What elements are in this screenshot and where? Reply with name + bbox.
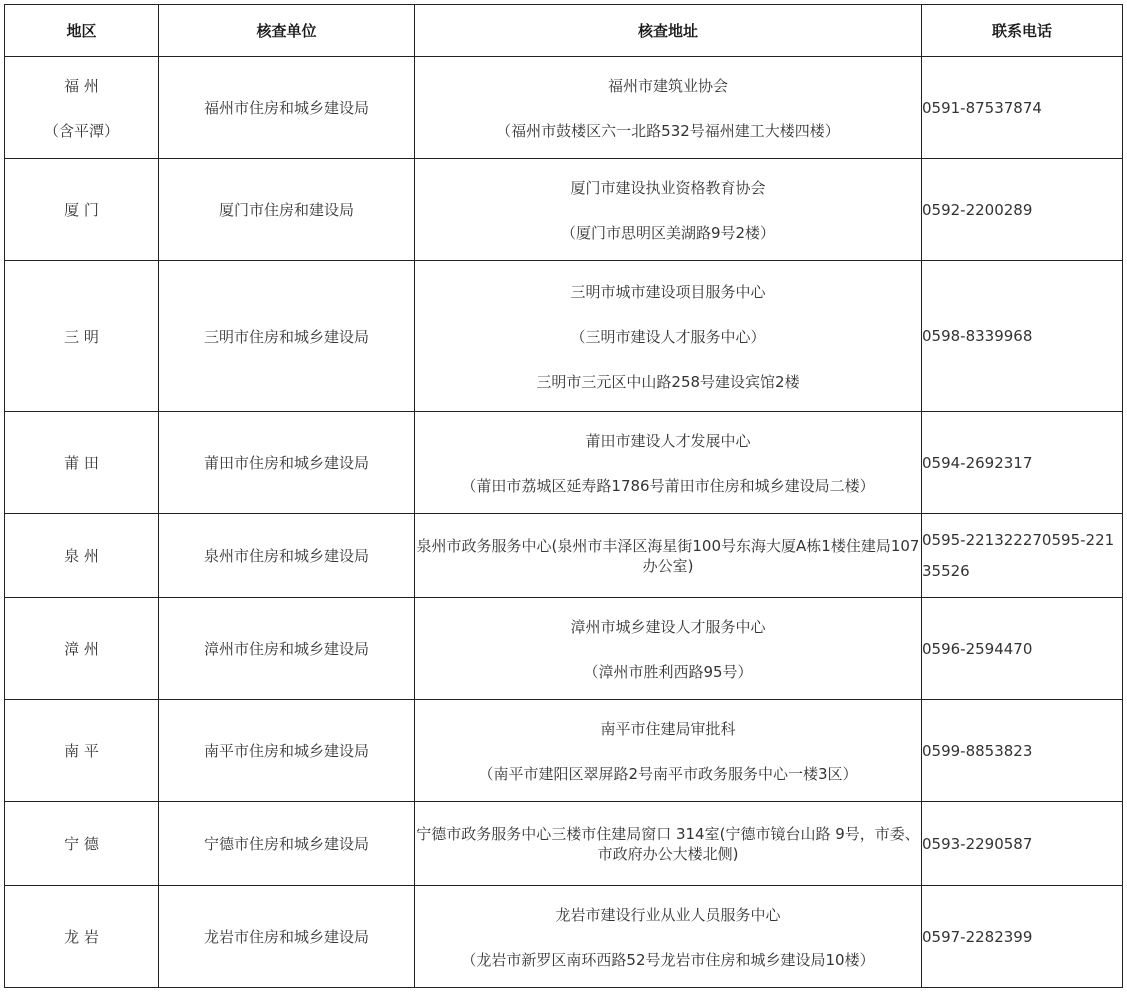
region-name: 泉 州 [64,547,99,565]
address-cell [415,802,922,886]
address-cell [415,57,922,159]
region-cell [5,514,159,598]
unit-cell: 泉州市住房和城乡建设局 [159,514,415,598]
unit-cell: 福州市住房和城乡建设局 [159,57,415,159]
phone-cell: 0596-2594470 [922,598,1123,700]
address-line: 三明市三元区中山路258号建设宾馆2楼 [536,372,800,391]
region-cell [5,802,159,886]
region-cell [5,598,159,700]
address-line: 福州市建筑业协会 [607,76,728,95]
address-line: （漳州市胜利西路95号） [583,662,753,681]
address-line: （福州市鼓楼区六一北路532号福州建工大楼四楼） [496,121,840,140]
table-row [5,700,1123,802]
region-note: （含平潭） [43,121,119,140]
phone-cell: 0597-2282399 [922,886,1123,988]
table-row [5,159,1123,261]
phone-cell: 0593-2290587 [922,802,1123,886]
table-row [5,886,1123,988]
region-name: 厦 门 [64,201,99,219]
unit-cell: 龙岩市住房和城乡建设局 [159,886,415,988]
table-row [5,598,1123,700]
phone-cell: 0592-2200289 [922,159,1123,261]
unit-cell: 三明市住房和城乡建设局 [159,261,415,412]
table-row [5,412,1123,514]
region-cell [5,700,159,802]
header-unit: 核查单位 [159,5,415,57]
phone-cell: 0594-2692317 [922,412,1123,514]
address-line: 宁德市政务服务中心三楼市住建局窗口 314室(宁德市镜台山路 9号，市委、市政府办公大楼北侧) [416,824,920,863]
unit-cell: 漳州市住房和城乡建设局 [159,598,415,700]
table-row [5,261,1123,412]
verification-table [4,4,1123,988]
phone-cell: 0591-87537874 [922,57,1123,159]
table-row [5,802,1123,886]
table-row [5,514,1123,598]
address-line: （莆田市荔城区延寿路1786号莆田市住房和城乡建设局二楼） [461,476,875,495]
address-cell [415,598,922,700]
region-name: 漳 州 [64,640,99,658]
table-row [5,57,1123,159]
phone-cell: 0595-221322270595-22135526 [922,514,1123,598]
region-name: 宁 德 [64,835,99,853]
address-line: （龙岩市新罗区南环西路52号龙岩市住房和城乡建设局10楼） [461,950,875,969]
address-cell [415,412,922,514]
region-name: 龙 岩 [64,928,99,946]
address-line: （三明市建设人才服务中心） [570,327,766,346]
region-name: 三 明 [64,327,99,346]
unit-cell: 宁德市住房和城乡建设局 [159,802,415,886]
header-region: 地区 [5,5,159,57]
region-cell [5,57,159,159]
region-cell [5,886,159,988]
region-cell [5,412,159,514]
address-line: （南平市建阳区翠屏路2号南平市政务服务中心一楼3区） [478,764,858,783]
address-line: 三明市城市建设项目服务中心 [570,282,766,301]
address-line: 龙岩市建设行业从业人员服务中心 [555,905,781,924]
address-line: 南平市住建局审批科 [600,719,736,738]
unit-cell: 南平市住房和城乡建设局 [159,700,415,802]
address-line: （厦门市思明区美湖路9号2楼） [560,223,776,242]
unit-cell: 莆田市住房和城乡建设局 [159,412,415,514]
address-line: 漳州市城乡建设人才服务中心 [570,617,766,636]
address-cell [415,514,922,598]
address-cell [415,700,922,802]
address-line: 莆田市建设人才发展中心 [585,431,751,450]
address-line: 泉州市政务服务中心(泉州市丰泽区海星街100号东海大厦A栋1楼住建局107 办公室) [416,536,920,575]
unit-cell: 厦门市住房和建设局 [159,159,415,261]
address-cell [415,159,922,261]
phone-cell: 0599-8853823 [922,700,1123,802]
header-row [5,5,1123,57]
phone-cell: 0598-8339968 [922,261,1123,412]
header-phone: 联系电话 [922,5,1123,57]
region-name: 南 平 [64,742,99,760]
address-line: 厦门市建设执业资格教育协会 [570,178,766,197]
header-address: 核查地址 [415,5,922,57]
region-name: 福 州 [64,76,99,95]
region-name: 莆 田 [64,454,99,472]
region-cell [5,159,159,261]
region-cell [5,261,159,412]
address-cell [415,886,922,988]
address-cell [415,261,922,412]
